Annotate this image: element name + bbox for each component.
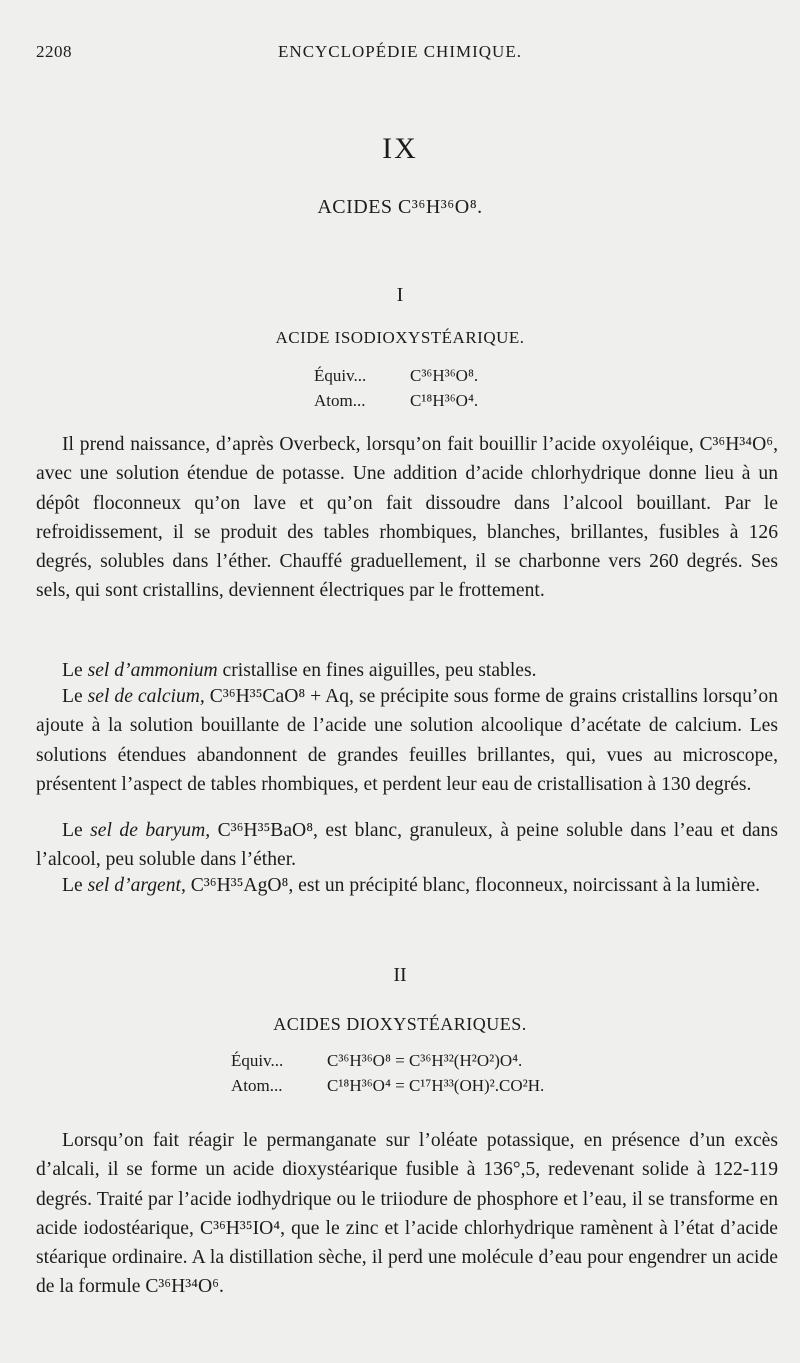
calcium-salt-paragraph xyxy=(36,682,778,799)
baryum-salt-term: sel de baryum, xyxy=(90,820,211,841)
argent-salt-paragraph xyxy=(36,871,778,900)
section-1-equiv-formula-row xyxy=(314,366,478,386)
atom-label: Atom... xyxy=(231,1076,283,1095)
chapter-title: ACIDES C³⁶H³⁶O⁸. xyxy=(317,196,483,218)
ammonium-salt-paragraph xyxy=(36,656,778,685)
equiv-formula: C³⁶H³⁶O⁸. xyxy=(410,366,479,385)
atom-formula: C¹⁸H³⁶O⁴. xyxy=(410,391,479,410)
section-1-number: I xyxy=(396,284,404,306)
paragraph-lead: Le xyxy=(62,875,88,896)
baryum-salt-text: C³⁶H³⁵BaO⁸, est blanc, granuleux, à peine soluble dans l’eau et dans l’alcool, peu soluble dans l’éther. xyxy=(36,820,778,871)
section-2-atom-formula-row xyxy=(231,1076,544,1096)
atom-formula: C¹⁸H³⁶O⁴ = C¹⁷H³³(OH)².CO²H. xyxy=(327,1076,545,1095)
paragraph-lead: Le xyxy=(62,660,88,681)
baryum-salt-paragraph xyxy=(36,816,778,875)
section-1-paragraph: Il prend naissance, d’après Overbeck, lorsqu’on fait bouillir l’acide oxyoléique, C³⁶H³⁴O⁶, avec une solution étendue de potasse. Une addition d’acide chlorhydrique donne lieu à un dépôt floconneux qu’on lave et qu’on fait dissoudre dans l’alcool bouillant. Par le refroidissement, il se produit des tables rhombiques, blanches, brillantes, fusibles à 126 degrés, solubles dans l’éther. Chauffé graduellement, il se charbonne vers 260 degrés. Ses sels, qui sont cristallins, deviennent électriques par le frottement. xyxy=(36,434,778,602)
calcium-salt-term: sel de calcium, xyxy=(87,686,205,707)
ammonium-salt-text: cristallise en fines aiguilles, peu stables. xyxy=(217,660,537,681)
calcium-salt-text: C³⁶H³⁵CaO⁸ + Aq, se précipite sous forme de grains cristallins lorsqu’on ajoute à la solution bouillante de l’acide une solution alcoolique d’acétate de calcium. Les solutions étendues abandonnent de grandes feuilles brillantes, qui, vues au microscope, présentent l’aspect de tables rhombiques, et perdent leur eau de cristallisation à 130 degrés. xyxy=(36,686,778,795)
running-header xyxy=(36,42,764,66)
argent-salt-term: sel d’argent, xyxy=(87,875,186,896)
section-1-atom-formula-row xyxy=(314,391,478,411)
page-number: 2208 xyxy=(36,42,72,61)
argent-salt-text: C³⁶H³⁵AgO⁸, est un précipité blanc, floconneux, noircissant à la lumière. xyxy=(185,875,761,896)
equiv-label: Équiv... xyxy=(231,1051,284,1070)
section-2-number: II xyxy=(393,964,407,986)
paragraph-lead: Le xyxy=(62,820,91,841)
chapter-number: IX xyxy=(382,132,418,165)
section-1-title: ACIDE ISODIOXYSTÉARIQUE. xyxy=(275,328,525,347)
equiv-label: Équiv... xyxy=(314,366,367,385)
paragraph-lead: Le xyxy=(62,686,88,707)
section-2-equiv-formula-row xyxy=(231,1051,522,1071)
section-2-paragraph: Lorsqu’on fait réagir le permanganate sur l’oléate potassique, en présence d’un excès d’alcali, il se forme un acide dioxystéarique fusible à 136°,5, redevenant solide à 122-119 degrés. Traité par l’acide iodhydrique ou le triiodure de phosphore et l’eau, il se transforme en acide iodostéarique, C³⁶H³⁵IO⁴, que le zinc et l’acide chlorhydrique ramènent à l’état d’acide stéarique ordinaire. A la distillation sèche, il perd une molécule d’eau pour engendrer un acide de la formule C³⁶H³⁴O⁶. xyxy=(36,1130,778,1298)
ammonium-salt-term: sel d’ammonium xyxy=(87,660,218,681)
atom-label: Atom... xyxy=(314,391,366,410)
equiv-formula: C³⁶H³⁶O⁸ = C³⁶H³²(H²O²)O⁴. xyxy=(327,1051,523,1070)
section-2-title: ACIDES DIOXYSTÉARIQUES. xyxy=(273,1014,527,1034)
running-title: ENCYCLOPÉDIE CHIMIQUE. xyxy=(278,42,522,61)
